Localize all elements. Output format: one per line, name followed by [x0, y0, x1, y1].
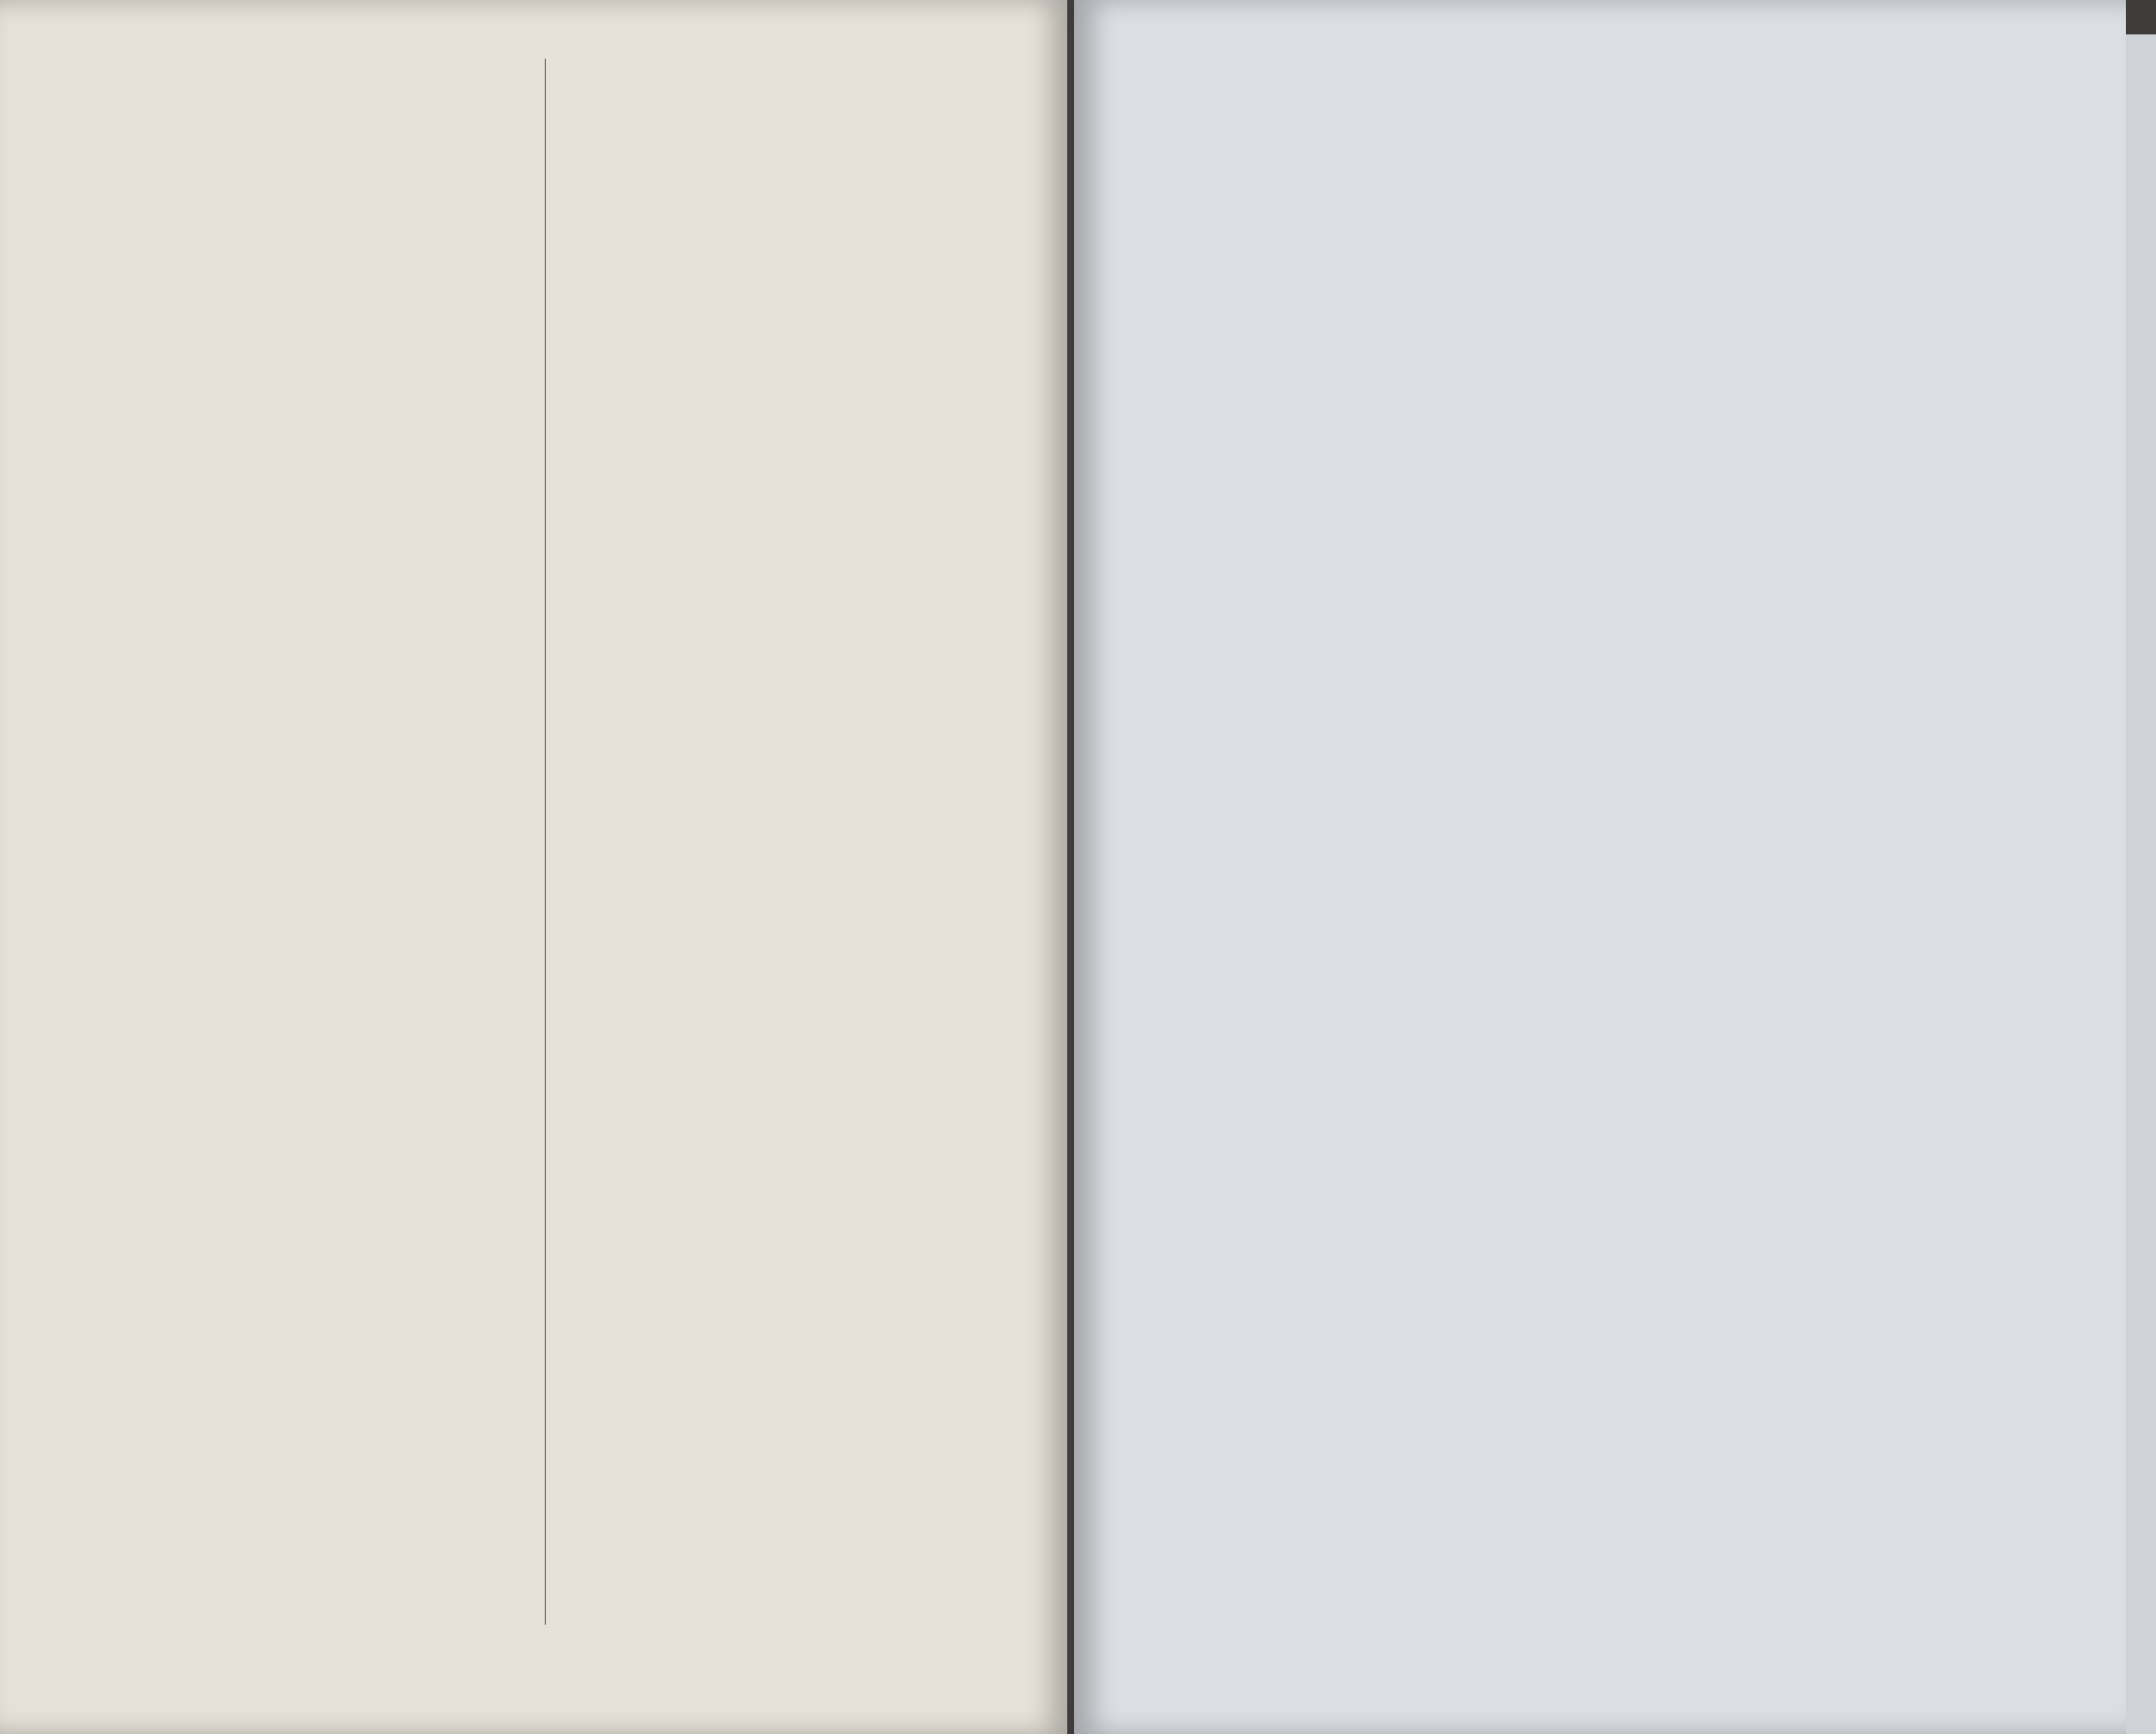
- header-col13a: [1374, 146, 1439, 169]
- header-col13b: [1441, 146, 1577, 169]
- header-col10-absence: [1150, 112, 1260, 271]
- header-col13b-education: [1441, 172, 1577, 271]
- census-ledger-grid: [1074, 86, 2126, 1734]
- page-edge-stack: [2126, 34, 2156, 1734]
- header-col14b1-secondary: [1828, 172, 2107, 219]
- header-col13-literacy: [1374, 114, 1577, 141]
- header-col14b: [1828, 146, 2107, 169]
- header-col11-religion: [1262, 112, 1312, 271]
- header-col14a-main: [1582, 172, 1825, 271]
- header-col14b2-military: [1828, 224, 2107, 271]
- column-divider: [545, 59, 546, 1625]
- left-page-instructions: [0, 0, 1067, 1734]
- header-col12-language: [1315, 112, 1368, 271]
- header-col13a-can-read: [1374, 172, 1439, 271]
- header-col14a: [1582, 146, 1825, 169]
- header-col14-occupation: [1582, 114, 2107, 141]
- header-col9-residence: [1074, 112, 1143, 271]
- right-page-census-form: [1074, 0, 2126, 1734]
